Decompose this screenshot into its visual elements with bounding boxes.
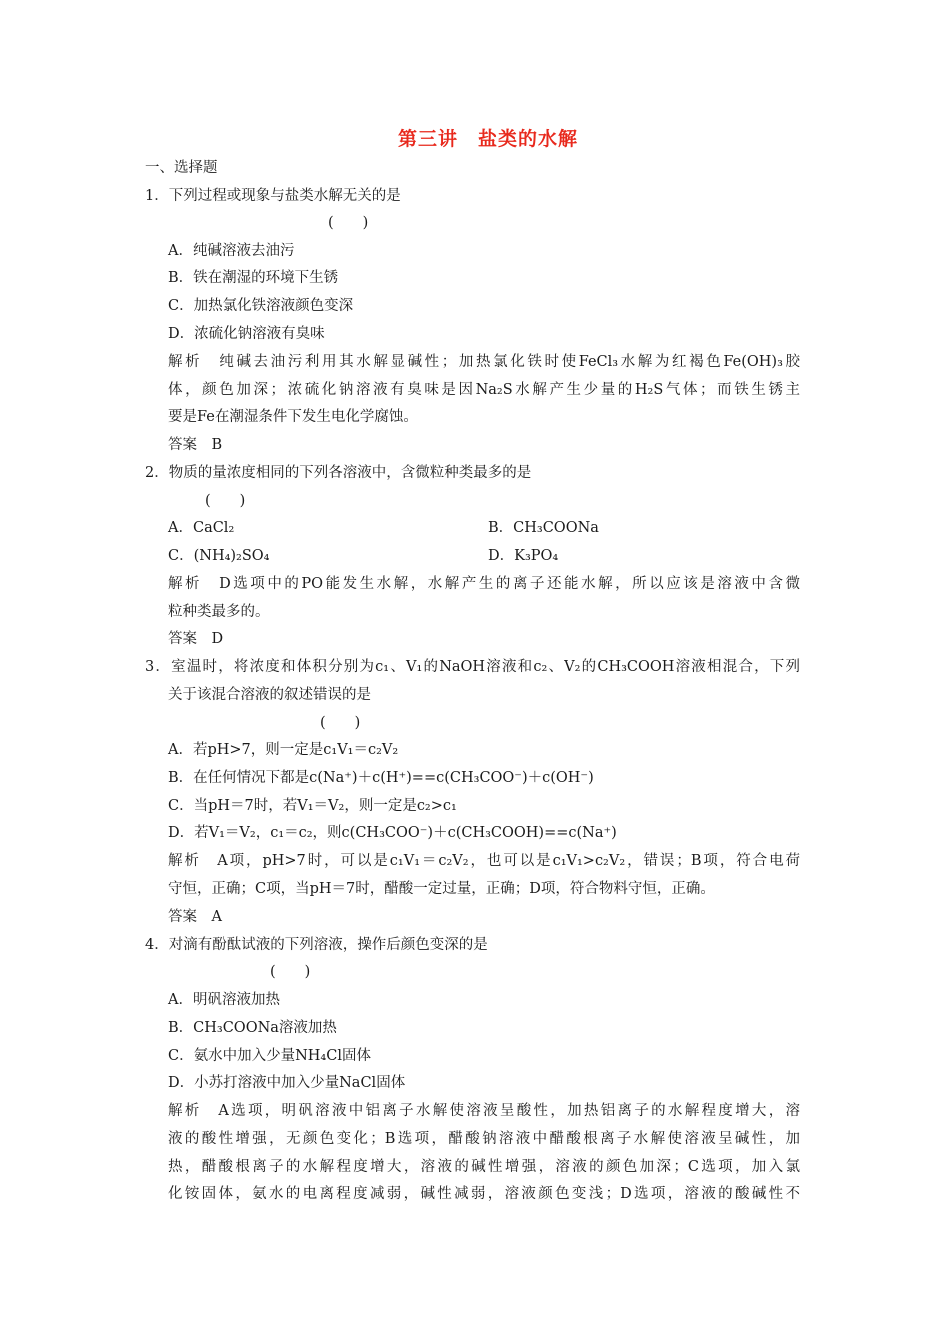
q2-analysis-line-2: 粒种类最多的。 xyxy=(168,604,270,620)
q2-analysis-line-1: 解析 D选项中的PO能发生水解，水解产生的离子还能水解，所以应该是溶液中含微 xyxy=(168,576,800,592)
q1-option-b: B．铁在潮湿的环境下生锈 xyxy=(168,270,339,286)
q2-stem: 2．物质的量浓度相同的下列各溶液中，含微粒种类最多的是 xyxy=(145,465,532,481)
q3-analysis-line-2: 守恒，正确；C项，当pH＝7时，醋酸一定过量，正确；D项，符合物料守恒，正确。 xyxy=(168,881,715,897)
q4-option-b: B．CH₃COONa溶液加热 xyxy=(168,1020,337,1036)
q1-analysis-line-3: 要是Fe在潮湿条件下发生电化学腐蚀。 xyxy=(168,409,418,425)
q2-answer-paren: ( ) xyxy=(205,493,246,509)
q3-stem-line-2: 关于该混合溶液的叙述错误的是 xyxy=(168,687,371,703)
q4-stem: 4．对滴有酚酞试液的下列溶液，操作后颜色变深的是 xyxy=(145,937,488,953)
page-title: 第三讲 盐类的水解 xyxy=(397,128,578,150)
q2-answer: 答案 D xyxy=(168,631,224,647)
q2-option-a: A．CaCl₂ xyxy=(168,520,235,536)
q4-analysis-line-1: 解析 A选项，明矾溶液中铝离子水解使溶液呈酸性，加热铝离子的水解程度增大，溶 xyxy=(168,1103,800,1119)
q2-option-c: C．(NH₄)₂SO₄ xyxy=(168,548,270,564)
q1-option-d: D．浓硫化钠溶液有臭味 xyxy=(168,326,325,342)
q3-option-c: C．当pH＝7时，若V₁＝V₂，则一定是c₂>c₁ xyxy=(168,798,457,814)
q1-analysis-line-2: 体，颜色加深；浓硫化钠溶液有臭味是因Na₂S水解产生少量的H₂S气体；而铁生锈主 xyxy=(168,382,800,398)
q1-answer-paren: ( ) xyxy=(328,215,369,231)
q4-option-a: A．明矾溶液加热 xyxy=(168,992,280,1008)
section-heading: 一、选择题 xyxy=(145,160,218,176)
q4-analysis-line-3: 热，醋酸根离子的水解程度增大，溶液的碱性增强，溶液的颜色加深；C选项，加入氯 xyxy=(168,1159,800,1175)
q3-option-a: A．若pH>7，则一定是c₁V₁＝c₂V₂ xyxy=(168,742,399,758)
q1-stem: 1．下列过程或现象与盐类水解无关的是 xyxy=(145,188,401,204)
q1-option-a: A．纯碱溶液去油污 xyxy=(168,243,295,259)
q3-answer-paren: ( ) xyxy=(320,715,361,731)
q3-analysis-line-1: 解析 A项，pH>7时，可以是c₁V₁＝c₂V₂，也可以是c₁V₁>c₂V₂，错误；B项，符合电荷 xyxy=(168,853,800,869)
q1-option-c: C．加热氯化铁溶液颜色变深 xyxy=(168,298,354,314)
q1-analysis-line-1: 解析 纯碱去油污利用其水解显碱性；加热氯化铁时使FeCl₃水解为红褐色Fe(OH)₃胶 xyxy=(168,354,800,370)
q4-option-d: D．小苏打溶液中加入少量NaCl固体 xyxy=(168,1075,406,1091)
q3-answer: 答案 A xyxy=(168,909,222,925)
q2-option-b: B．CH₃COONa xyxy=(488,520,599,536)
q4-analysis-line-4: 化铵固体，氨水的电离程度减弱，碱性减弱，溶液颜色变浅；D选项，溶液的酸碱性不 xyxy=(168,1186,800,1202)
q4-answer-paren: ( ) xyxy=(270,964,311,980)
q3-option-d: D．若V₁＝V₂，c₁＝c₂，则c(CH₃COO⁻)＋c(CH₃COOH)==c(Na⁺) xyxy=(168,825,617,841)
q4-option-c: C．氨水中加入少量NH₄Cl固体 xyxy=(168,1048,371,1064)
q3-stem-line-1: 3．室温时，将浓度和体积分别为c₁、V₁的NaOH溶液和c₂、V₂的CH₃COOH溶液相混合，下列 xyxy=(145,659,800,675)
q1-answer: 答案 B xyxy=(168,437,223,453)
q4-analysis-line-2: 液的酸性增强，无颜色变化；B选项，醋酸钠溶液中醋酸根离子水解使溶液呈碱性，加 xyxy=(168,1131,800,1147)
q3-option-b: B．在任何情况下都是c(Na⁺)＋c(H⁺)==c(CH₃COO⁻)＋c(OH⁻) xyxy=(168,770,594,786)
q2-option-d: D．K₃PO₄ xyxy=(488,548,559,564)
